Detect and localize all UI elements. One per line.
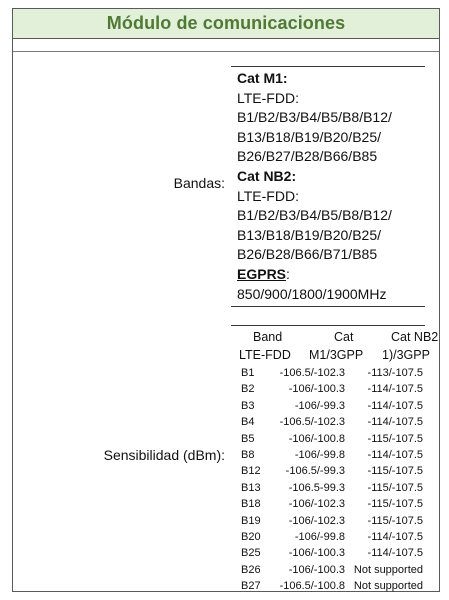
table-row [231, 400, 425, 416]
cat-nb2-cell: -113/-107.5 [367, 367, 423, 379]
cat-m1-cell: -106/-102.3 [288, 498, 345, 511]
band-cell: B8 [241, 449, 255, 461]
table-row [231, 564, 425, 580]
band-cell: B3 [241, 399, 255, 412]
cat-m1-cell: -106/-100.3 [288, 563, 345, 576]
cat-m1-cell: -106/-100.8 [288, 432, 345, 445]
table-row [231, 367, 425, 383]
table-row [231, 383, 425, 399]
bandas-label: Bandas: [173, 175, 225, 191]
egprs-title-line [237, 265, 290, 285]
cat-m1-cell: -106.5-99.3 [288, 481, 345, 494]
table-row [231, 482, 425, 498]
bands-cell [231, 66, 425, 307]
band-cell: B2 [241, 383, 255, 396]
cat-m1-title: Cat M1: [237, 70, 288, 86]
band-cell: B25 [241, 547, 261, 560]
band-cell: B19 [241, 514, 261, 527]
table-row [231, 498, 425, 514]
band-cell: B18 [241, 498, 261, 511]
cat-nb2-cell: -115/-107.5 [367, 432, 423, 445]
cat-nb2-title: Cat NB2: [237, 168, 297, 184]
sensibilidad-label: Sensibilidad (dBm): [103, 447, 225, 463]
band-cell: B4 [241, 416, 255, 429]
header-m1: M1/3GPP [309, 348, 364, 362]
band-cell: B26 [241, 563, 261, 576]
divider [13, 51, 439, 52]
band-line: LTE-FDD: [237, 90, 299, 106]
cat-nb2-cell: -114/-107.5 [367, 416, 423, 429]
cat-m1-cell: -106/-99.8 [294, 449, 345, 461]
cat-m1-cell: -106/-99.8 [294, 531, 345, 543]
cat-m1-cell: -106.5/-100.8 [279, 580, 345, 593]
cat-nb2-cell: -114/-107.5 [367, 531, 423, 543]
table-header-row [231, 348, 430, 364]
spec-sheet [12, 8, 440, 592]
band-cell: B13 [241, 481, 261, 494]
table-header-row [231, 330, 439, 346]
header-nb2: Cat NB2 [391, 330, 439, 344]
band-cell: B1 [241, 367, 255, 379]
cat-nb2-cell: -114/-107.5 [367, 449, 423, 461]
egprs-line: 850/900/1800/1900MHz [237, 286, 387, 302]
cat-m1-cell: -106.5/-102.3 [279, 416, 345, 429]
cat-nb2-cell: Not supported [353, 580, 423, 593]
band-cell: B5 [241, 432, 255, 445]
band-cell: B27 [241, 580, 261, 593]
sensitivity-table [231, 325, 439, 593]
title-bar [13, 9, 439, 39]
cat-nb2-cell: -115/-107.5 [367, 514, 423, 527]
band-line: B13/B18/B19/B20/B25/ [237, 227, 381, 243]
cat-m1-cell: -106/-102.3 [288, 514, 345, 527]
egprs-colon: : [286, 266, 290, 282]
table-row [231, 580, 425, 596]
cat-m1-cell: -106.5/-99.3 [285, 465, 345, 478]
band-cell: B20 [241, 531, 261, 543]
band-line: B13/B18/B19/B20/B25/ [237, 129, 381, 145]
band-cell: B12 [241, 465, 261, 478]
cat-m1-cell: -106/-100.3 [288, 383, 345, 396]
table-row [231, 547, 425, 563]
cat-m1-cell: -106/-100.3 [288, 547, 345, 560]
egprs-title: EGPRS [237, 266, 287, 282]
cat-nb2-cell: -114/-107.5 [367, 399, 423, 412]
cat-m1-cell: -106/-99.3 [294, 399, 345, 412]
header-band: Band [253, 330, 283, 344]
page-title: Módulo de comunicaciones [106, 13, 346, 33]
header-lte: LTE-FDD [239, 348, 291, 362]
band-line: LTE-FDD: [237, 188, 299, 204]
table-row [231, 515, 425, 531]
header-3gpp: 1)/3GPP [382, 348, 430, 362]
table-row [231, 416, 425, 432]
cat-nb2-cell: -115/-107.5 [367, 481, 423, 494]
band-line: B26/B27/B28/B66/B85 [237, 148, 378, 164]
table-row [231, 449, 425, 465]
cat-nb2-cell: -115/-107.5 [367, 498, 423, 511]
cat-nb2-cell: -114/-107.5 [367, 383, 423, 396]
cat-nb2-cell: -115/-107.5 [367, 465, 423, 478]
band-line: B1/B2/B3/B4/B5/B8/B12/ [237, 109, 392, 125]
cat-nb2-cell: Not supported [353, 563, 423, 576]
header-cat: Cat [334, 330, 354, 344]
table-row [231, 465, 425, 481]
table-row [231, 531, 425, 547]
table-row [231, 433, 425, 449]
cat-nb2-cell: -114/-107.5 [367, 547, 423, 560]
band-line: B1/B2/B3/B4/B5/B8/B12/ [237, 207, 392, 223]
cat-m1-cell: -106.5/-102.3 [279, 367, 345, 379]
band-line: B26/B28/B66/B71/B85 [237, 246, 378, 262]
